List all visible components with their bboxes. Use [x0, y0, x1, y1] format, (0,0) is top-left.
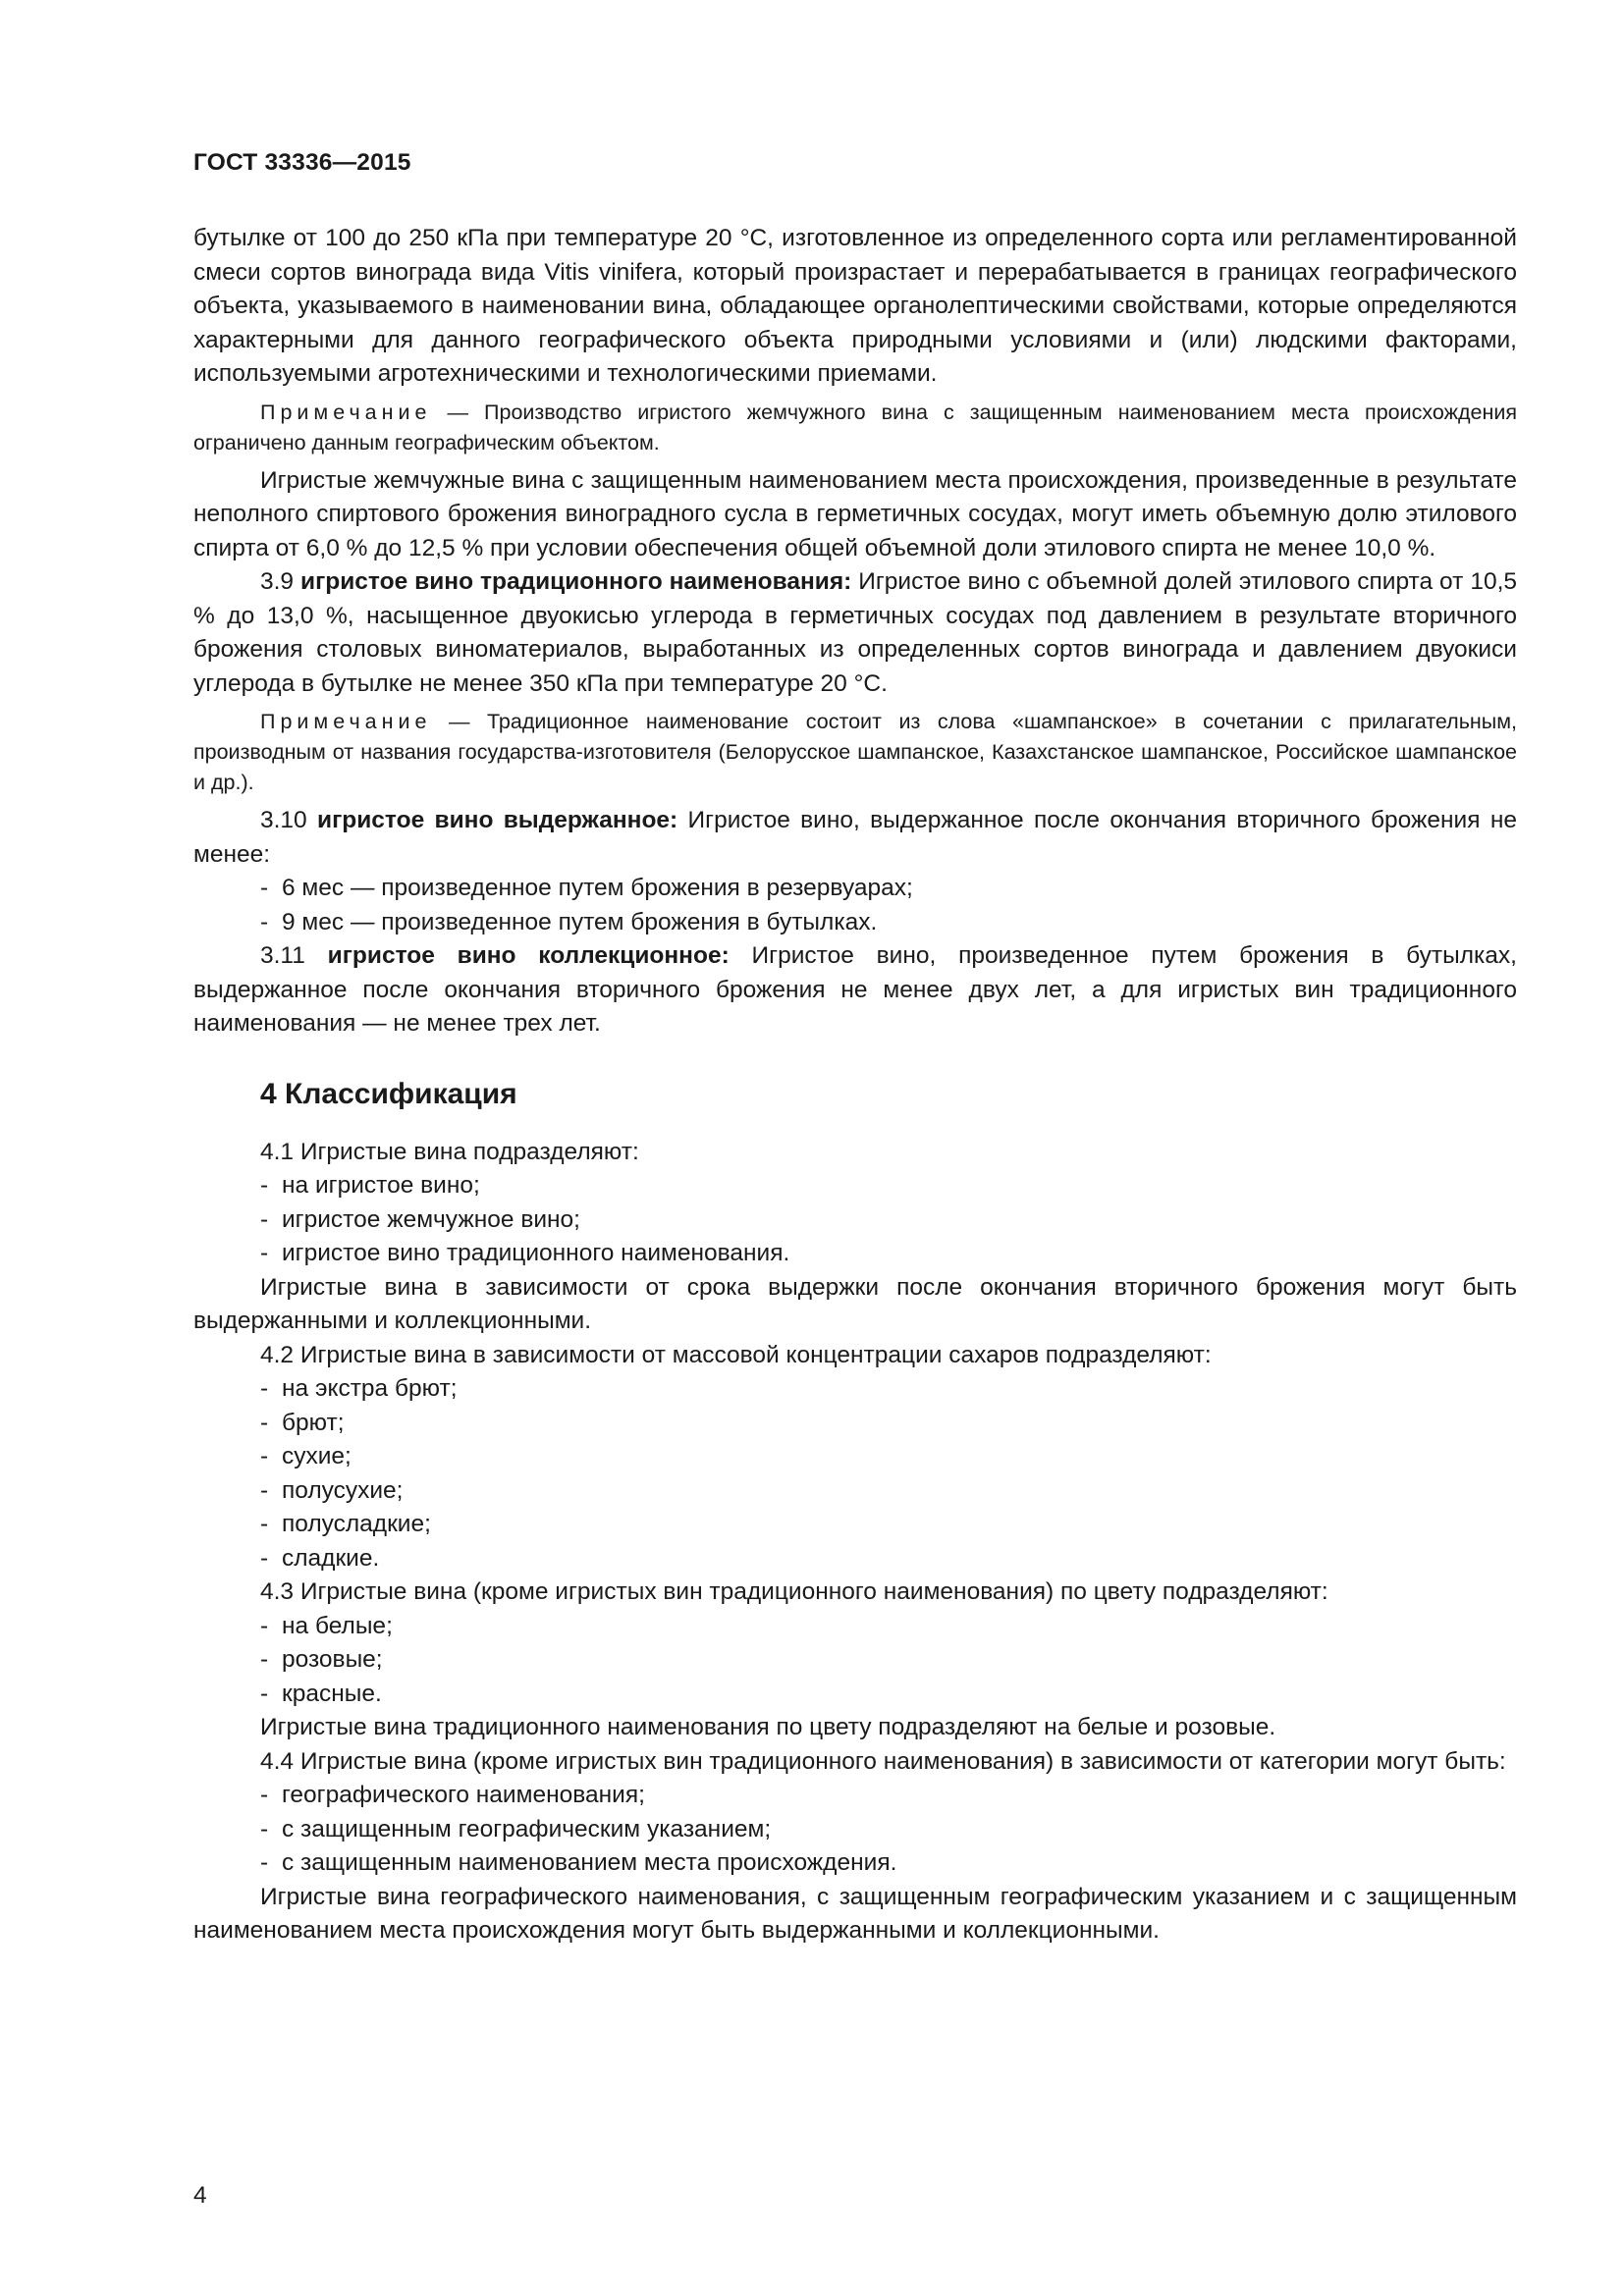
list-marker: - [260, 1646, 269, 1673]
clause-3-10-text: Игристое вино, выдержанное после окончания вторичного брожения не менее: [193, 807, 1517, 868]
note-2 [193, 707, 1517, 798]
list-marker: - [260, 1443, 269, 1469]
list-item: - игристое вино традиционного наименования. [193, 1237, 1517, 1271]
clause-4-1-list [193, 1169, 1517, 1271]
list-marker: - [260, 1240, 269, 1266]
clause-3-9-text: Игристое вино с объемной долей этилового спирта от 10,5 % до 13,0 %, насыщенное двуокисью углерода в герметичных сосудах под давлением в результате вторичного брожения столовых виноматериалов, выработанных из определенных сортов винограда и давлением двуокиси углерода в бутылке не менее 350 кПа при температуре 20 °С. [193, 568, 1517, 697]
clause-3-9-number: 3.9 [260, 568, 301, 595]
list-item: - географического наименования; [193, 1779, 1517, 1813]
list-item: - на белые; [193, 1610, 1517, 1644]
clause-4-3-after: Игристые вина традиционного наименования по цвету подразделяют на белые и розовые. [260, 1714, 1276, 1740]
list-marker: - [260, 1680, 269, 1707]
list-marker: - [260, 908, 269, 935]
page-number: 4 [193, 2182, 207, 2209]
list-item: - полусладкие; [193, 1508, 1517, 1542]
note-1-text: — Производство игристого жемчужного вина с защищенным наименованием места происхождения ограничено данным географическим объектом. [193, 400, 1517, 454]
clause-3-10-number: 3.10 [260, 807, 318, 833]
list-item: - с защищенным географическим указанием; [193, 1813, 1517, 1847]
clause-3-10-list [193, 872, 1517, 939]
clause-3-10-term: игристое вино выдержанное: [317, 807, 678, 833]
list-marker: - [260, 875, 269, 901]
list-item: - красные. [193, 1678, 1517, 1712]
list-marker: - [260, 1612, 269, 1639]
page-content [193, 222, 1517, 1949]
clause-4-2-intro: 4.2 Игристые вина в зависимости от массовой концентрации сахаров подразделяют: [260, 1341, 1212, 1368]
list-item: - 6 мес — произведенное путем брожения в резервуарах; [193, 872, 1517, 906]
clause-4-4-list [193, 1779, 1517, 1881]
list-marker: - [260, 1172, 269, 1199]
clause-3-9 [193, 565, 1517, 701]
list-item: - на экстра брют; [193, 1372, 1517, 1407]
list-item: - игристое жемчужное вино; [193, 1203, 1517, 1238]
section-4-title: 4 Классификация [260, 1077, 517, 1110]
note-2-label: Примечание [260, 710, 432, 733]
list-item: - с защищенным наименованием места происхождения. [193, 1846, 1517, 1881]
note-1-label: Примечание [260, 400, 432, 424]
list-marker: - [260, 1476, 269, 1504]
list-marker: - [260, 1849, 269, 1876]
list-marker: - [260, 1511, 269, 1537]
list-item: - брют; [193, 1407, 1517, 1441]
clause-3-9-term: игристое вино традиционного наименования: [300, 568, 852, 595]
list-item: - сладкие. [193, 1542, 1517, 1576]
list-marker: - [260, 1782, 269, 1808]
list-item: - сухие; [193, 1440, 1517, 1474]
clause-4-2-list [193, 1372, 1517, 1575]
standard-header: ГОСТ 33336—2015 [193, 149, 411, 176]
list-marker: - [260, 1544, 269, 1572]
clause-4-1-after: Игристые вина в зависимости от срока выдержки после окончания вторичного брожения могут быть выдержанными и коллекционными. [193, 1273, 1517, 1334]
clause-3-11 [193, 939, 1517, 1041]
clause-4-1-intro: 4.1 Игристые вина подразделяют: [260, 1138, 639, 1165]
list-item: - розовые; [193, 1643, 1517, 1678]
list-item: - полусухие; [193, 1474, 1517, 1509]
list-marker: - [260, 1205, 269, 1233]
clause-3-11-term: игристое вино коллекционное: [327, 942, 730, 969]
note-2-text: — Традиционное наименование состоит из слова «шампанское» в сочетании с прилагательным, производным от названия государства-изготовителя (Белорусское шампанское, Казахстанское шампанское, Российское шампанское и др.). [193, 710, 1517, 794]
paragraph-continuation: бутылке от 100 до 250 кПа при температуре 20 °С, изготовленное из определенного сорта или регламентированной смеси сортов винограда вида Vitis vinifera, который произрастает и перерабатывается в границах географического объекта, указываемого в наименовании вина, обладающее органолептическими свойствами, которые определяются характерными для данного географического объекта природными условиями и (или) людскими факторами, используемыми агротехническими и технологическими приемами. [193, 225, 1517, 387]
list-marker: - [260, 1815, 269, 1842]
clause-4-4-after: Игристые вина географического наименования, с защищенным географическим указанием и с защищенным наименованием места происхождения могут быть выдержанными и коллекционными. [193, 1883, 1517, 1944]
list-marker: - [260, 1375, 269, 1402]
clause-4-4-intro: 4.4 Игристые вина (кроме игристых вин традиционного наименования) в зависимости от категории могут быть: [260, 1747, 1506, 1775]
clause-3-10 [193, 804, 1517, 872]
clause-3-11-number: 3.11 [260, 942, 328, 969]
list-marker: - [260, 1409, 269, 1436]
clause-4-3-list [193, 1610, 1517, 1712]
clause-4-3-intro: 4.3 Игристые вина (кроме игристых вин традиционного наименования) по цвету подразделяют: [260, 1578, 1328, 1605]
list-item: - на игристое вино; [193, 1169, 1517, 1203]
list-item: - 9 мес — произведенное путем брожения в бутылках. [193, 906, 1517, 940]
note-1 [193, 398, 1517, 458]
clause-3-11-text: Игристое вино, произведенное путем брожения в бутылках, выдержанное после окончания вторичного брожения не менее двух лет, а для игристых вин традиционного наименования — не менее трех лет. [193, 942, 1517, 1037]
paragraph-pearl-wines: Игристые жемчужные вина с защищенным наименованием места происхождения, произведенные в результате неполного спиртового брожения виноградного сусла в герметичных сосудах, могут иметь объемную долю этилового спирта от 6,0 % до 12,5 % при условии обеспечения общей объемной доли этилового спирта не менее 10,0 %. [193, 466, 1517, 561]
